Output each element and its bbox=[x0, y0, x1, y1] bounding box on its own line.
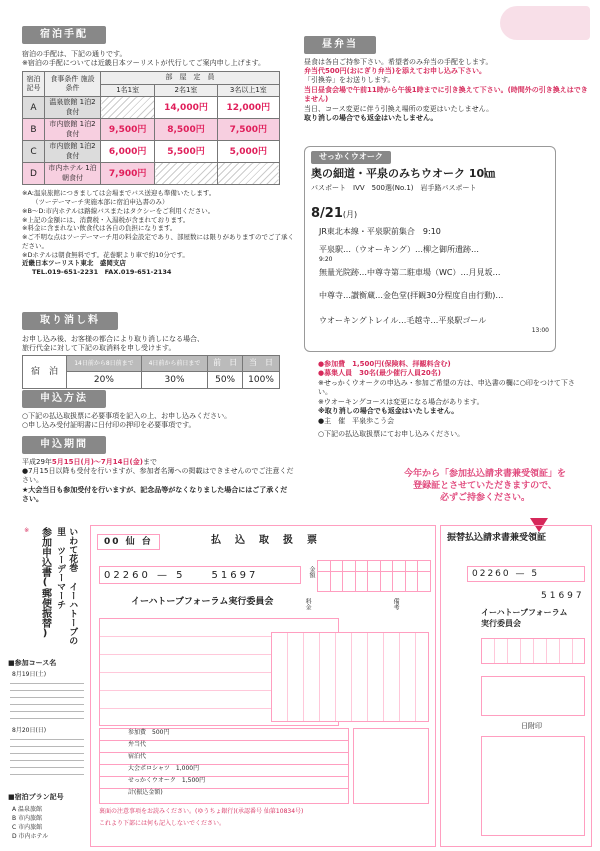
cancel-h: 14日前から8日前まで bbox=[67, 356, 142, 372]
col-1: 1名1室 bbox=[101, 84, 155, 96]
row-price: 8,500円 bbox=[155, 119, 217, 141]
period-dates bbox=[22, 458, 294, 467]
receipt-account2: 51697 bbox=[541, 591, 585, 601]
walk-note: ※せっかくウオークの申込み・参加ご希望の方は、申込書の欄に○印をつけて下さい。 bbox=[318, 378, 575, 397]
col-3: 3名以上1室 bbox=[217, 84, 279, 96]
walk-dow: (月) bbox=[342, 210, 358, 220]
method-text: ○下記の払込取扱票に必要事項を記入の上、お申し込みください。 bbox=[22, 411, 232, 420]
cancel-label: 宿 泊 bbox=[23, 356, 67, 389]
fee-row-label: 参加費 bbox=[128, 729, 147, 736]
fee-row-label: 弁当代 bbox=[128, 741, 147, 748]
walk-date: 8/21 bbox=[311, 206, 343, 222]
lodging-intro: 宿泊の手配は、下記の通りです。 bbox=[22, 49, 127, 58]
slip-prefix: 00 仙 台 bbox=[97, 534, 160, 550]
period-heading: 申込期間 bbox=[22, 436, 106, 454]
lunch-price: 弁当代500円(おにぎり弁当)を添えてお申し込み下さい。 bbox=[304, 66, 487, 75]
fee-row bbox=[100, 765, 348, 777]
row-price: 12,000円 bbox=[217, 97, 279, 119]
receipt-date-label: 日附印 bbox=[521, 722, 542, 730]
period-range: 5月15日(月)〜7月14日(金) bbox=[51, 457, 143, 466]
agency-tel: TEL.019-651-2231 FAX.019-651-2134 bbox=[32, 268, 172, 277]
fee-label: 料金 bbox=[304, 598, 312, 610]
method-section bbox=[22, 390, 294, 430]
receipt-payee: イーハトーブフォーラム 実行委員会 bbox=[481, 608, 568, 628]
cancel-table bbox=[22, 355, 280, 389]
fee-row bbox=[100, 777, 348, 789]
receipt-slip bbox=[440, 525, 592, 847]
acc-part: 02260 bbox=[104, 570, 151, 581]
cancel-v: 20% bbox=[67, 372, 142, 389]
walk-note: ○下記の払込取扱票にてお申し込みください。 bbox=[318, 430, 465, 439]
row-cond: 温泉旅館 1泊2食付 bbox=[45, 97, 101, 119]
lunch-refund: 取り消しの場合でも返金はいたしません。 bbox=[304, 114, 438, 123]
course-check-grid[interactable] bbox=[271, 632, 429, 722]
walk-fee: ●参加費 1,500円(保険料、拝観料含む) bbox=[318, 360, 451, 368]
row-price: 14,000円 bbox=[155, 97, 217, 119]
form-title: 参加申込書(郵便振替) bbox=[39, 527, 51, 639]
payee-name: イーハトーブフォーラム実行委員会 bbox=[131, 597, 274, 607]
lunch-exchange: 当日昼食会場で午前11時から午後1時までに引き換えて下さい。(時間外の引き換えはできません) bbox=[304, 85, 588, 104]
acc-part: 5 bbox=[531, 569, 540, 579]
fee-row-price: 1,500円 bbox=[181, 777, 206, 784]
hotel-plan: D 市内ホテル bbox=[12, 833, 49, 840]
receipt-amount-grid[interactable] bbox=[481, 638, 585, 664]
payment-slip bbox=[90, 525, 436, 847]
row-price: 7,900円 bbox=[101, 163, 155, 185]
walk-step: JR東北本線・平泉駅前集合 9:10 bbox=[319, 226, 441, 236]
walk-time: 9:20 bbox=[319, 256, 333, 264]
agency-name: 近畿日本ツーリスト東北 盛岡支店 bbox=[22, 259, 126, 268]
lodging-note-item: ※上記の金額には、消費税・入湯税が含まれております。 bbox=[22, 215, 190, 224]
date-stamp-area bbox=[353, 728, 429, 804]
lodging-note-item: ※B〜D:市内ホテルは路線バスまたはタクシーをご利用ください。 bbox=[22, 206, 215, 215]
cancel-h: 4日前から前日まで bbox=[141, 356, 207, 372]
receipt-stamp-area bbox=[481, 736, 585, 836]
lodging-section bbox=[22, 26, 294, 277]
fee-row bbox=[100, 729, 348, 741]
period-year: 平成29年 bbox=[22, 457, 52, 466]
lodging-table bbox=[22, 71, 280, 185]
lunch-text: 昼食は各自ご持参下さい。希望者のみ弁当の手配をします。 bbox=[304, 57, 493, 66]
fee-row-price: 500円 bbox=[152, 729, 170, 736]
lunch-text: 「引換券」をお送りします。 bbox=[304, 76, 395, 85]
walk-capacity: ●募集人員 30名(最少催行人員20名) bbox=[318, 369, 441, 378]
walk-tag: せっかくウオーク bbox=[311, 151, 391, 164]
side-panel bbox=[2, 525, 86, 847]
period-section bbox=[22, 436, 294, 505]
walk-time: 13:00 bbox=[531, 326, 549, 334]
walk-organizer: ●主 催 平泉歩こう会 bbox=[318, 416, 395, 425]
method-heading: 申込方法 bbox=[22, 390, 106, 408]
row-code: C bbox=[23, 141, 45, 163]
fee-row bbox=[100, 741, 348, 753]
lunch-section bbox=[304, 36, 592, 124]
row-cond: 市内旅館 1泊2食付 bbox=[45, 141, 101, 163]
col-code: 宿泊記号 bbox=[23, 72, 45, 97]
row-cond: 市内ホテル 1泊朝食付 bbox=[45, 163, 101, 185]
amount-grid[interactable] bbox=[317, 560, 431, 592]
receipt-notice bbox=[380, 468, 590, 504]
hotel-plan-title: ■宿泊プラン記号 bbox=[8, 793, 64, 801]
walk-step: 無量光院跡…中尊寺第二駐車場（WC）…月見坂… bbox=[319, 268, 501, 278]
walk-step: 中尊寺…讃衡蔵…金色堂(拝観30分程度自由行動)… bbox=[319, 291, 504, 301]
event-name: いわて花巻 イーハトーブの里 ツーデーマーチ bbox=[55, 527, 78, 645]
amount-label: 金額 bbox=[308, 566, 315, 578]
walk-note: ※ウオーキングコースは変更になる場合があります。 bbox=[318, 397, 484, 406]
row-price: 6,000円 bbox=[101, 141, 155, 163]
fee-row-label: 計(振込金額) bbox=[128, 789, 163, 796]
row-price: 9,500円 bbox=[101, 119, 155, 141]
walk-info bbox=[318, 360, 588, 440]
walk-note: ※取り消しの場合でも返金はいたしません。 bbox=[318, 407, 459, 416]
acc-part: 51697 bbox=[211, 570, 259, 581]
lodging-note-item: ※料金に含まれない飲食代は各自の負担になります。 bbox=[22, 224, 177, 233]
notice-line: 今年から「参加払込請求書兼受領証」を bbox=[403, 469, 566, 479]
period-warning: ★大会当日も参加受付を行いますが、記念品等がなくなりました場合にはご了承ください。 bbox=[22, 485, 288, 504]
period-note: ●7月15日以降も受付を行いますが、参加者名簿への掲載はできませんのでご注意ください。 bbox=[22, 466, 294, 485]
method-text: ○申し込み受付証明書に日付印の押印を必要事項です。 bbox=[22, 420, 196, 429]
lodging-heading: 宿泊手配 bbox=[22, 26, 106, 44]
receipt-name-area[interactable] bbox=[481, 676, 585, 716]
fee-row-label: 大会ポロシャツ bbox=[128, 765, 170, 772]
lodging-note-item: ※Dホテルは朝食無料です。花巻駅より車で約10分です。 bbox=[22, 250, 189, 259]
walk-passport: パスポート IVV 500選(No.1) 岩手路パスポート bbox=[311, 183, 477, 192]
lodging-note-item: ※A:温泉旅館につきましては会場までバス送迎も準備いたします。 bbox=[22, 189, 216, 198]
cancel-heading: 取り消し料 bbox=[22, 312, 118, 330]
account-number[interactable]: 02260 — 5 51697 bbox=[99, 566, 301, 584]
fee-row-price: 1,000円 bbox=[175, 765, 200, 772]
period-until: まで bbox=[142, 457, 157, 466]
slip-footer: 裏面の注意事項をお読みください。(ゆうちょ銀行)(承認番号 仙第10834号) bbox=[99, 808, 304, 815]
row-code: D bbox=[23, 163, 45, 185]
acc-part: 02260 bbox=[472, 569, 511, 579]
course-list bbox=[10, 735, 84, 779]
fee-row-label: 宿泊代 bbox=[128, 753, 147, 760]
row-cond: 市内旅館 1泊2食付 bbox=[45, 119, 101, 141]
course-title: ■参加コース名 bbox=[8, 659, 57, 667]
walk-date-line bbox=[311, 205, 549, 223]
cancel-section bbox=[22, 312, 294, 389]
course-day: 8月20日(日) bbox=[12, 727, 47, 734]
cancel-v: 100% bbox=[243, 372, 280, 389]
walk-step: 平泉駅…（ウオーキング）…柳之御所遺跡… bbox=[319, 245, 479, 255]
course-list bbox=[10, 679, 84, 721]
hotel-plan: A 温泉旅館 bbox=[12, 806, 43, 813]
lunch-heading: 昼弁当 bbox=[304, 36, 376, 54]
lodging-note-item: ※ご不明な点はツーデーマーチ用の料金設定であり、部屋数には限りがありますのでご了承ください。 bbox=[22, 233, 294, 250]
remark-label: 備考 bbox=[392, 598, 400, 610]
slip-footer: これより下部には何も記入しないでください。 bbox=[99, 820, 226, 827]
col-room: 部 屋 定 員 bbox=[101, 72, 280, 84]
row-code: A bbox=[23, 97, 45, 119]
hotel-plan: C 市内旅館 bbox=[12, 824, 43, 831]
row-price: 5,000円 bbox=[217, 141, 279, 163]
cancel-v: 30% bbox=[141, 372, 207, 389]
course-day: 8月19日(土) bbox=[12, 671, 47, 678]
slip-title: 払 込 取 扱 票 bbox=[211, 535, 319, 546]
cancel-h: 当 日 bbox=[243, 356, 280, 372]
row-code: B bbox=[23, 119, 45, 141]
fee-table[interactable] bbox=[99, 728, 349, 804]
walk-box bbox=[304, 146, 556, 352]
cancel-h: 前 日 bbox=[208, 356, 243, 372]
walk-step: ウオーキングトレイル…毛越寺…平泉駅ゴール bbox=[319, 315, 487, 325]
fee-row bbox=[100, 789, 348, 801]
lunch-text: 当日、コース変更に伴う引換え場所の変更はいたしません。 bbox=[304, 104, 494, 113]
receipt-title: 振替払込請求書兼受領証 bbox=[447, 533, 547, 543]
fee-row-label: せっかくウオーク bbox=[128, 777, 176, 784]
receipt-account[interactable]: 02260 — 5 bbox=[467, 566, 585, 582]
side-note: ※ bbox=[23, 527, 31, 534]
row-price: 5,500円 bbox=[155, 141, 217, 163]
cancel-v: 50% bbox=[208, 372, 243, 389]
hotel-plan: B 市内旅館 bbox=[12, 815, 43, 822]
walk-title: 奥の細道・平泉のみちウオーク 10㎞ bbox=[311, 166, 496, 180]
decor-banner bbox=[500, 6, 590, 40]
notice-line: 必ずご持参ください。 bbox=[439, 493, 530, 504]
acc-part: 5 bbox=[176, 570, 186, 581]
cancel-text: 旅行代金に対して下記の取消料を申し受けます。 bbox=[22, 343, 176, 352]
lodging-note-item: （ツーデーマーチ実施本部に宿泊申込書のみ） bbox=[32, 198, 169, 207]
lodging-note: ※宿泊の手配については近畿日本ツーリストが代行してご案内申し上げます。 bbox=[22, 58, 266, 67]
col-2: 2名1室 bbox=[155, 84, 217, 96]
cancel-text: お申し込み後、お客様の都合により取り消しになる場合、 bbox=[22, 334, 204, 343]
row-price: 7,500円 bbox=[217, 119, 279, 141]
fee-row bbox=[100, 753, 348, 765]
col-cond: 食事条件 施設条件 bbox=[45, 72, 101, 97]
notice-line: 登録証とさせていただきますので、 bbox=[413, 481, 557, 492]
